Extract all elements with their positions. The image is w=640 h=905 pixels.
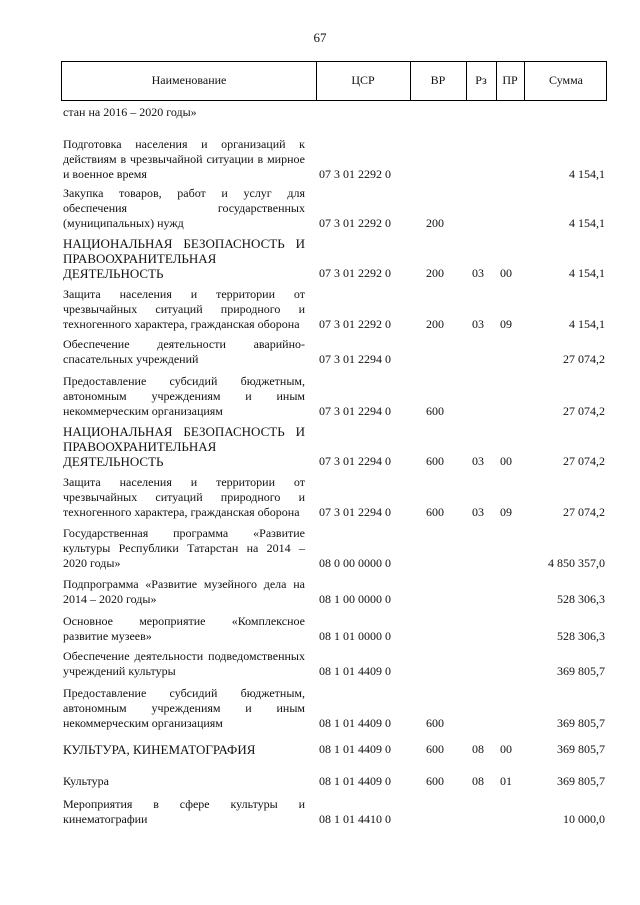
row-rz: 03 bbox=[472, 505, 484, 519]
continuation-text: стан на 2016 – 2020 годы» bbox=[63, 105, 197, 119]
table-row bbox=[63, 186, 607, 231]
header-csr: ЦСР bbox=[351, 73, 375, 87]
row-csr: 07 3 01 2292 0 bbox=[319, 167, 391, 181]
table-row bbox=[63, 686, 607, 731]
table-row bbox=[63, 526, 607, 571]
table-row bbox=[63, 774, 607, 789]
row-name: Защита населения и территории от чрезвычайных ситуаций природного и техногенного характера, гражданская оборона bbox=[63, 287, 305, 331]
row-sum: 4 154,1 bbox=[569, 167, 605, 181]
row-rz: 08 bbox=[472, 742, 484, 756]
row-vr: 200 bbox=[426, 317, 444, 331]
row-sum: 27 074,2 bbox=[563, 352, 605, 366]
row-vr: 600 bbox=[426, 404, 444, 418]
row-name: КУЛЬТУРА, КИНЕМАТОГРАФИЯ bbox=[63, 742, 256, 757]
table-row bbox=[63, 236, 607, 281]
row-vr: 600 bbox=[426, 505, 444, 519]
header-name: Наименование bbox=[151, 73, 227, 87]
row-rz: 03 bbox=[472, 454, 484, 468]
table-row bbox=[63, 475, 607, 520]
row-sum: 27 074,2 bbox=[563, 505, 605, 519]
table-row bbox=[63, 137, 607, 182]
row-sum: 27 074,2 bbox=[563, 454, 605, 468]
row-pr: 09 bbox=[500, 317, 512, 331]
header-sum: Сумма bbox=[549, 73, 583, 87]
row-name: Основное мероприятие «Комплексное развитие музеев» bbox=[63, 614, 305, 643]
row-csr: 08 1 01 4409 0 bbox=[319, 664, 391, 678]
row-sum: 4 154,1 bbox=[569, 216, 605, 230]
row-vr: 600 bbox=[426, 716, 444, 730]
row-name: Предоставление субсидий бюджетным, автономным учреждениям и иным некоммерческим организациям bbox=[63, 374, 305, 418]
row-sum: 10 000,0 bbox=[563, 812, 605, 826]
row-csr: 08 1 01 4410 0 bbox=[319, 812, 391, 826]
row-name: Подготовка населения и организаций к действиям в чрезвычайной ситуации в мирное и военное время bbox=[63, 137, 305, 181]
row-rz: 08 bbox=[472, 774, 484, 788]
row-sum: 528 306,3 bbox=[557, 629, 605, 643]
row-csr: 07 3 01 2294 0 bbox=[319, 454, 391, 468]
table-row bbox=[63, 649, 607, 679]
row-vr: 200 bbox=[426, 266, 444, 280]
row-sum: 4 850 357,0 bbox=[548, 556, 605, 570]
row-csr: 08 1 01 0000 0 bbox=[319, 629, 391, 643]
table-row bbox=[63, 287, 607, 332]
row-csr: 08 1 00 0000 0 bbox=[319, 592, 391, 606]
row-name: Защита населения и территории от чрезвычайных ситуаций природного и техногенного характера, гражданская оборона bbox=[63, 475, 305, 519]
row-name: Подпрограмма «Развитие музейного дела на 2014 – 2020 годы» bbox=[63, 577, 305, 606]
row-csr: 07 3 01 2294 0 bbox=[319, 505, 391, 519]
row-sum: 369 805,7 bbox=[557, 774, 605, 788]
row-sum: 27 074,2 bbox=[563, 404, 605, 418]
table-row bbox=[63, 797, 607, 827]
table-row bbox=[63, 742, 607, 757]
row-csr: 08 1 01 4409 0 bbox=[319, 716, 391, 730]
row-name: Обеспечение деятельности аварийно-спасательных учреждений bbox=[63, 337, 305, 366]
table-row bbox=[63, 374, 607, 419]
row-name: Культура bbox=[63, 774, 109, 788]
row-rz: 03 bbox=[472, 317, 484, 331]
row-sum: 528 306,3 bbox=[557, 592, 605, 606]
row-name: НАЦИОНАЛЬНАЯ БЕЗОПАСНОСТЬ И ПРАВООХРАНИТЕЛЬНАЯ ДЕЯТЕЛЬНОСТЬ bbox=[63, 236, 305, 281]
table-row bbox=[63, 424, 607, 469]
row-rz: 03 bbox=[472, 266, 484, 280]
row-name: Закупка товаров, работ и услуг для обеспечения государственных (муниципальных) нужд bbox=[63, 186, 305, 230]
row-pr: 01 bbox=[500, 774, 512, 788]
page-number: 67 bbox=[313, 30, 327, 45]
row-pr: 09 bbox=[500, 505, 512, 519]
row-csr: 07 3 01 2292 0 bbox=[319, 317, 391, 331]
row-vr: 200 bbox=[426, 216, 444, 230]
row-vr: 600 bbox=[426, 742, 444, 756]
row-sum: 4 154,1 bbox=[569, 317, 605, 331]
row-name: НАЦИОНАЛЬНАЯ БЕЗОПАСНОСТЬ И ПРАВООХРАНИТЕЛЬНАЯ ДЕЯТЕЛЬНОСТЬ bbox=[63, 424, 305, 469]
row-name: Мероприятия в сфере культуры и кинематографии bbox=[63, 797, 305, 826]
row-pr: 00 bbox=[500, 266, 512, 280]
row-pr: 00 bbox=[500, 742, 512, 756]
row-sum: 4 154,1 bbox=[569, 266, 605, 280]
row-sum: 369 805,7 bbox=[557, 664, 605, 678]
table-row bbox=[63, 337, 607, 367]
row-sum: 369 805,7 bbox=[557, 716, 605, 730]
row-vr: 600 bbox=[426, 454, 444, 468]
row-name: Предоставление субсидий бюджетным, автономным учреждениям и иным некоммерческим организациям bbox=[63, 686, 305, 730]
row-vr: 600 bbox=[426, 774, 444, 788]
row-sum: 369 805,7 bbox=[557, 742, 605, 756]
row-csr: 07 3 01 2292 0 bbox=[319, 216, 391, 230]
row-csr: 08 1 01 4409 0 bbox=[319, 742, 391, 756]
table-row bbox=[63, 577, 607, 607]
row-pr: 00 bbox=[500, 454, 512, 468]
header-pr: ПР bbox=[502, 73, 518, 87]
row-csr: 07 3 01 2292 0 bbox=[319, 266, 391, 280]
row-csr: 08 1 01 4409 0 bbox=[319, 774, 391, 788]
row-csr: 08 0 00 0000 0 bbox=[319, 556, 391, 570]
table-header bbox=[61, 61, 607, 101]
row-csr: 07 3 01 2294 0 bbox=[319, 404, 391, 418]
header-vr: ВР bbox=[430, 73, 446, 87]
row-csr: 07 3 01 2294 0 bbox=[319, 352, 391, 366]
row-name: Обеспечение деятельности подведомственных учреждений культуры bbox=[63, 649, 305, 678]
table-row bbox=[63, 614, 607, 644]
header-rz: Рз bbox=[475, 73, 487, 87]
row-name: Государственная программа «Развитие культуры Республики Татарстан на 2014 – 2020 годы» bbox=[63, 526, 305, 570]
